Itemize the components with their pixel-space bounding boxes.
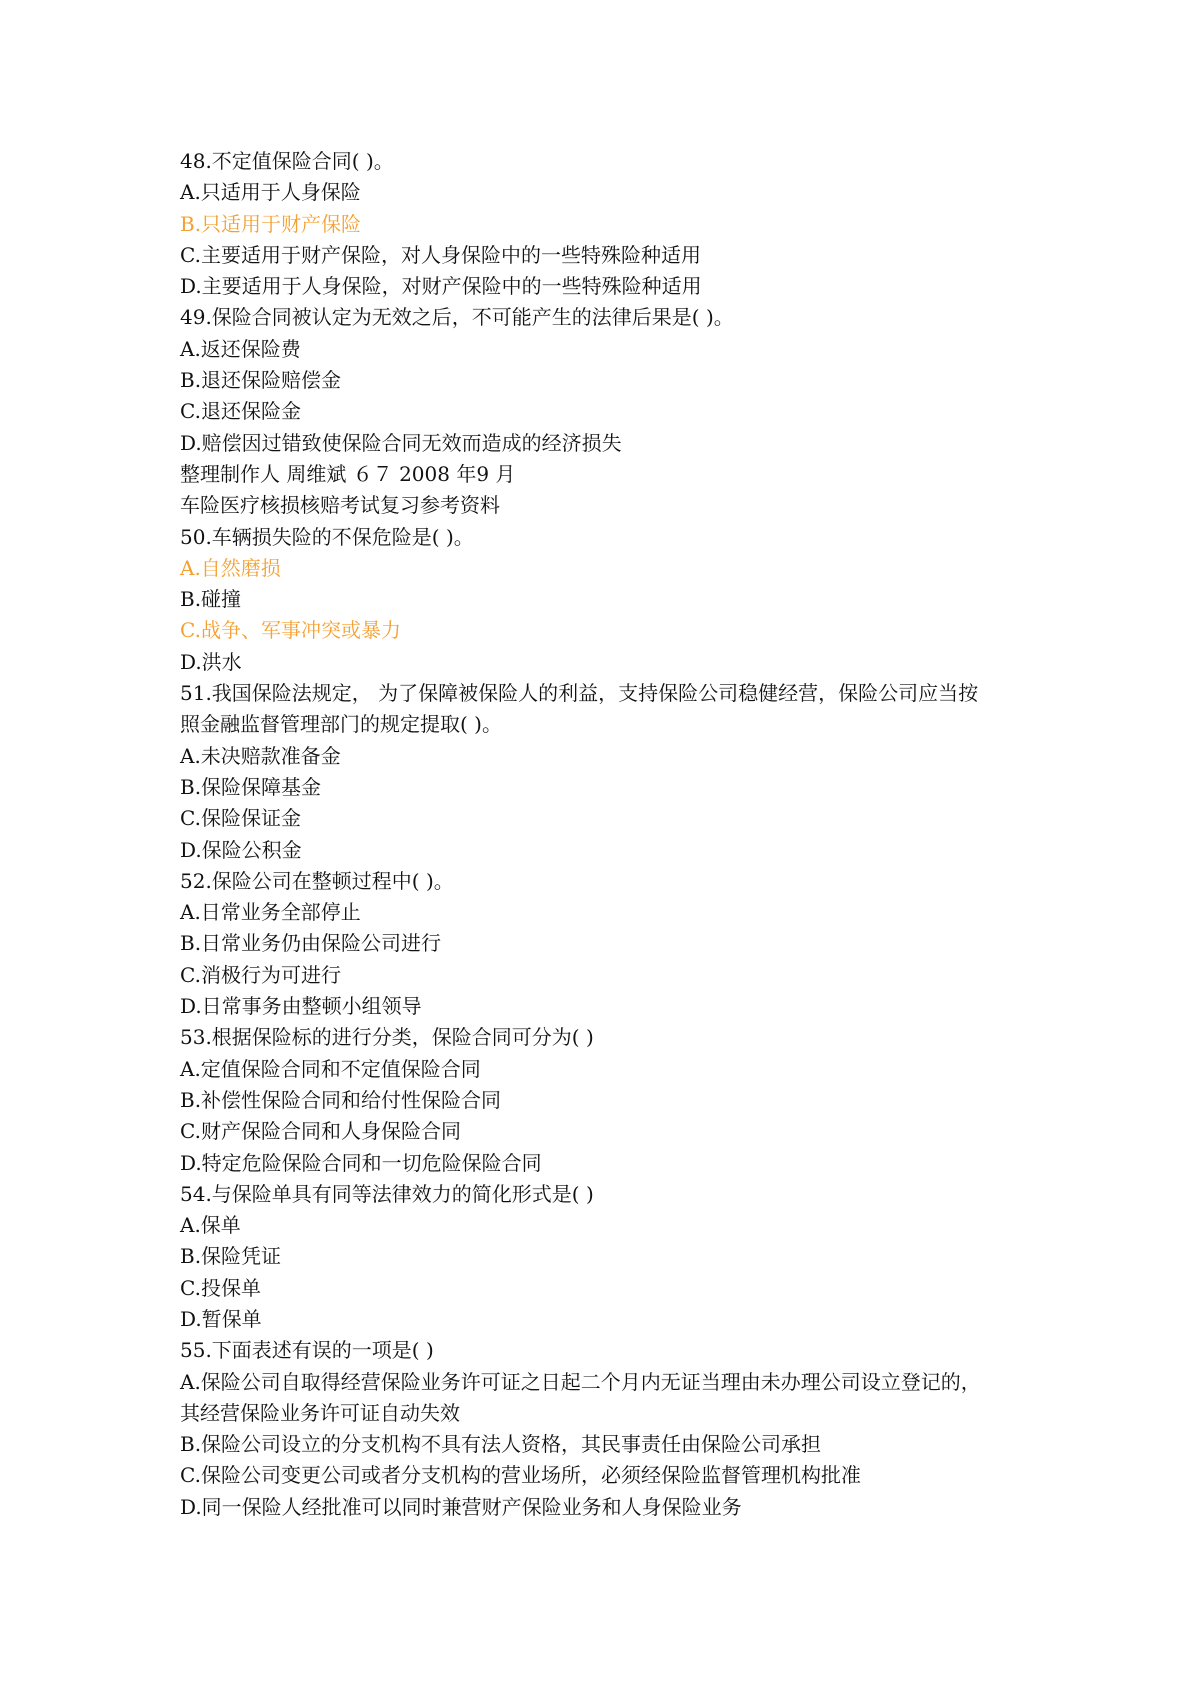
question-53-stem: 53.根据保险标的进行分类，保险合同可分为( ) — [180, 1025, 594, 1050]
question-53-option-c: C.财产保险合同和人身保险合同 — [180, 1119, 461, 1144]
question-48-stem: 48.不定值保险合同( )。 — [180, 149, 394, 173]
question-49-option-d: D.赔偿因过错致使保险合同无效而造成的经济损失 — [180, 430, 622, 455]
question-48-option-b: B.只适用于财产保险 — [180, 211, 362, 236]
question-48-option-d: D.主要适用于人身保险，对财产保险中的一些特殊险种适用 — [180, 274, 702, 299]
question-50-option-a: A.自然磨损 — [180, 555, 281, 580]
question-51-stem-line-1: 51.我国保险法规定， 为了保障被保险人的利益，支持保险公司稳健经营，保险公司应当按 — [180, 681, 979, 706]
question-55-option-c: C.保险公司变更公司或者分支机构的营业场所，必须经保险监督管理机构批准 — [180, 1463, 861, 1488]
question-51-option-d: D.保险公积金 — [180, 837, 302, 862]
question-54-option-a: A.保单 — [180, 1213, 241, 1238]
question-54-option-b: B.保险凭证 — [180, 1244, 282, 1269]
question-50-option-c: C.战争、军事冲突或暴力 — [180, 618, 401, 643]
document-body — [180, 146, 1040, 1523]
question-51-option-a: A.未决赔款准备金 — [180, 743, 341, 768]
question-52-option-d: D.日常事务由整顿小组领导 — [180, 994, 422, 1019]
question-54-option-c: C.投保单 — [180, 1275, 261, 1300]
question-51-option-c: C.保险保证金 — [180, 806, 301, 831]
question-50-option-d: D.洪水 — [180, 649, 242, 674]
question-53-option-a: A.定值保险合同和不定值保险合同 — [180, 1056, 481, 1081]
question-50-option-b: B.碰撞 — [180, 587, 242, 612]
question-51-option-b: B.保险保障基金 — [180, 774, 322, 799]
document-subtitle: 车险医疗核损核赔考试复习参考资料 — [180, 493, 500, 518]
question-48-option-a: A.只适用于人身保险 — [180, 180, 361, 205]
question-50-stem: 50.车辆损失险的不保危险是( )。 — [180, 524, 474, 549]
question-51-stem-line-2: 照金融监督管理部门的规定提取( )。 — [180, 712, 502, 737]
question-49-option-c: C.退还保险金 — [180, 399, 301, 424]
question-55-option-d: D.同一保险人经批准可以同时兼营财产保险业务和人身保险业务 — [180, 1494, 742, 1519]
question-49-option-a: A.返还保险费 — [180, 336, 301, 361]
question-55-option-a-line-2: 其经营保险业务许可证自动失效 — [180, 1400, 460, 1425]
question-55-option-b: B.保险公司设立的分支机构不具有法人资格，其民事责任由保险公司承担 — [180, 1432, 822, 1457]
question-55-stem: 55.下面表述有误的一项是( ) — [180, 1338, 434, 1363]
question-55-option-a-line-1: A.保险公司自取得经营保险业务许可证之日起二个月内无证当理由未办理公司设立登记的， — [180, 1369, 981, 1394]
question-54-option-d: D.暂保单 — [180, 1306, 262, 1331]
question-54-stem: 54.与保险单具有同等法律效力的简化形式是( ) — [180, 1181, 594, 1206]
question-49-stem: 49.保险合同被认定为无效之后，不可能产生的法律后果是( )。 — [180, 305, 734, 330]
question-49-option-b: B.退还保险赔偿金 — [180, 368, 342, 393]
question-48-option-c: C.主要适用于财产保险，对人身保险中的一些特殊险种适用 — [180, 242, 701, 267]
question-52-stem: 52.保险公司在整顿过程中( )。 — [180, 868, 454, 893]
question-53-option-b: B.补偿性保险合同和给付性保险合同 — [180, 1087, 502, 1112]
question-53-option-d: D.特定危险保险合同和一切危险保险合同 — [180, 1150, 542, 1175]
author-line: 整理制作人 周维斌 ６７ 2008 年9 月 — [180, 461, 516, 486]
question-52-option-b: B.日常业务仍由保险公司进行 — [180, 931, 442, 956]
question-52-option-a: A.日常业务全部停止 — [180, 900, 361, 925]
question-52-option-c: C.消极行为可进行 — [180, 962, 341, 987]
